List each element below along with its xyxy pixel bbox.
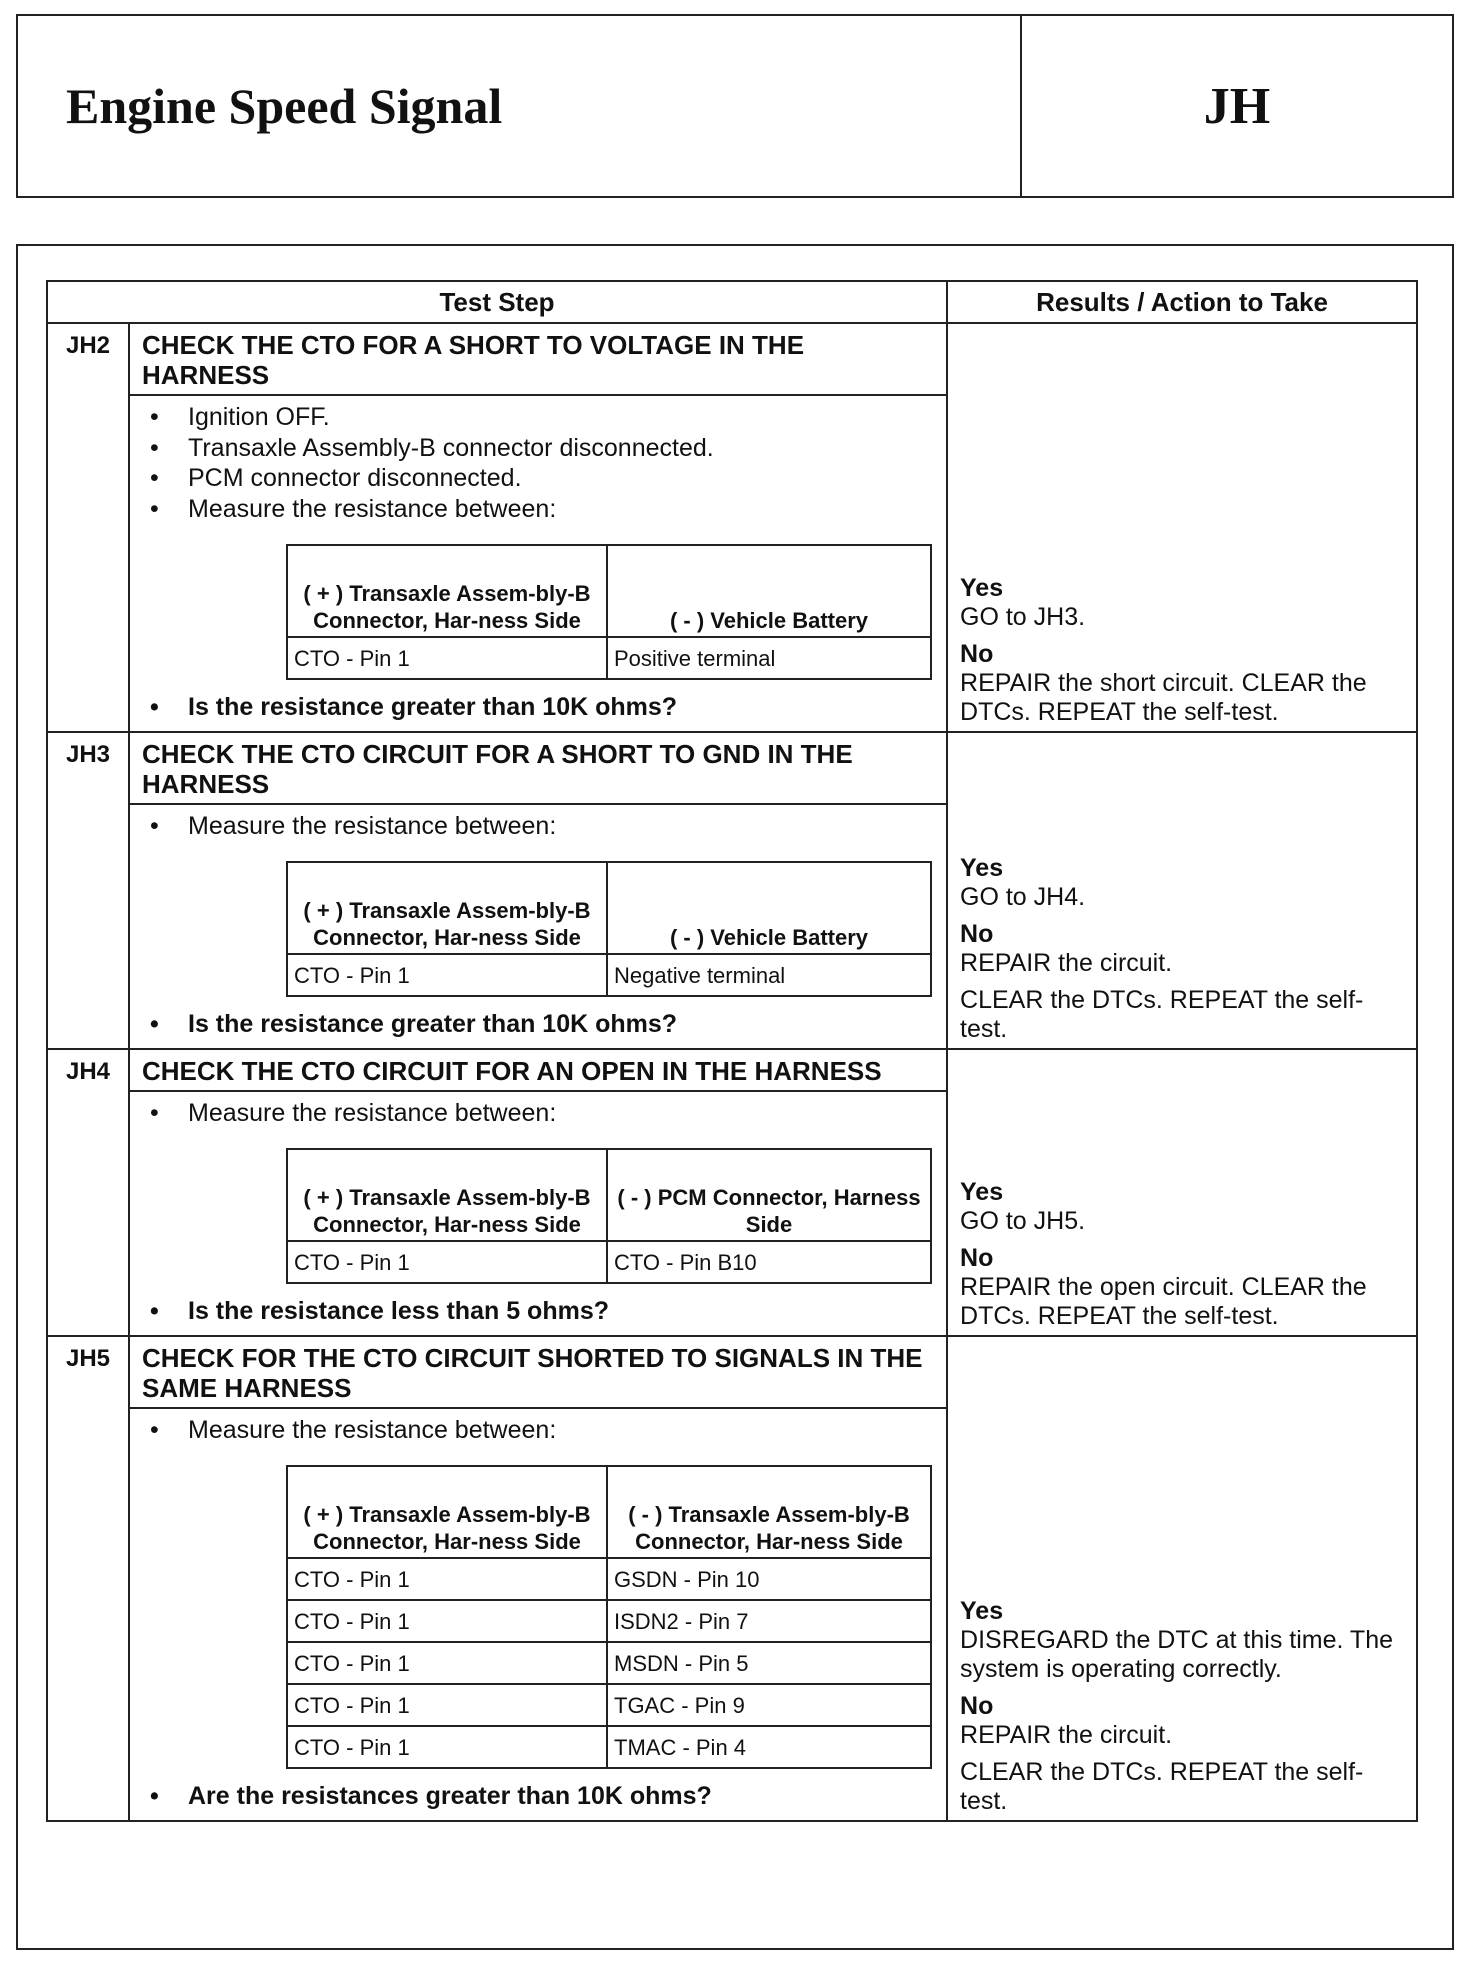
section-code: JH	[1203, 77, 1271, 135]
step-bullet: • Measure the resistance between:	[188, 1098, 946, 1129]
yes-label: Yes	[960, 573, 1004, 602]
step-id: JH5	[47, 1336, 129, 1821]
step-results	[947, 732, 1417, 1049]
step-results	[947, 1049, 1417, 1336]
negative-lead-cell: CTO - Pin B10	[607, 1241, 931, 1283]
negative-lead-cell: TGAC - Pin 9	[607, 1684, 931, 1726]
negative-lead-cell: Negative terminal	[607, 954, 931, 996]
test-step-table	[46, 280, 1418, 1822]
step-bullet: • Measure the resistance between:	[188, 494, 946, 525]
positive-lead-cell: CTO - Pin 1	[287, 1600, 607, 1642]
negative-lead-header: ( - ) Transaxle Assem-bly-B Connector, Har-ness Side	[607, 1466, 931, 1558]
step-title: CHECK FOR THE CTO CIRCUIT SHORTED TO SIGNALS IN THE SAME HARNESS	[129, 1336, 947, 1408]
step-question: • Is the resistance greater than 10K ohms?	[188, 692, 946, 723]
step-bullet: • Transaxle Assembly-B connector disconnected.	[188, 433, 946, 464]
positive-lead-cell: CTO - Pin 1	[287, 1558, 607, 1600]
step-question: • Are the resistances greater than 10K ohms?	[188, 1781, 946, 1812]
positive-lead-cell: CTO - Pin 1	[287, 1642, 607, 1684]
step-results	[947, 1336, 1417, 1821]
step-bullet: • Ignition OFF.	[188, 402, 946, 433]
negative-lead-cell: ISDN2 - Pin 7	[607, 1600, 931, 1642]
no-label: No	[960, 1243, 994, 1272]
positive-lead-cell: CTO - Pin 1	[287, 954, 607, 996]
step-id: JH3	[47, 732, 129, 1049]
negative-lead-header: ( - ) Vehicle Battery	[607, 545, 931, 637]
positive-lead-cell: CTO - Pin 1	[287, 1684, 607, 1726]
positive-lead-header: ( + ) Transaxle Assem-bly-B Connector, Har-ness Side	[287, 545, 607, 637]
measurement-table	[286, 1148, 932, 1284]
step-question: • Is the resistance less than 5 ohms?	[188, 1296, 946, 1327]
step-bullets	[144, 402, 946, 524]
positive-lead-header: ( + ) Transaxle Assem-bly-B Connector, Har-ness Side	[287, 1149, 607, 1241]
positive-lead-cell: CTO - Pin 1	[287, 637, 607, 679]
step-bullet: • PCM connector disconnected.	[188, 463, 946, 494]
negative-lead-cell: MSDN - Pin 5	[607, 1642, 931, 1684]
measurement-table	[286, 1465, 932, 1769]
step-title-row	[47, 1336, 1417, 1408]
positive-lead-header: ( + ) Transaxle Assem-bly-B Connector, Har-ness Side	[287, 862, 607, 954]
step-body	[129, 1091, 947, 1336]
step-body	[129, 395, 947, 732]
negative-lead-cell: GSDN - Pin 10	[607, 1558, 931, 1600]
yes-action: DISREGARD the DTC at this time. The system is operating correctly.	[960, 1625, 1394, 1683]
step-bullets	[144, 1098, 946, 1129]
step-bullets	[144, 1415, 946, 1446]
step-bullets	[144, 811, 946, 842]
no-action: REPAIR the circuit.	[960, 1720, 1173, 1749]
yes-label: Yes	[960, 1596, 1004, 1625]
step-question: • Is the resistance greater than 10K ohms?	[188, 1009, 946, 1040]
yes-action: GO to JH4.	[960, 882, 1086, 911]
step-title: CHECK THE CTO CIRCUIT FOR A SHORT TO GND IN THE HARNESS	[129, 732, 947, 804]
no-action: REPAIR the open circuit. CLEAR the DTCs. REPEAT the self-test.	[960, 1272, 1367, 1330]
negative-lead-cell: Positive terminal	[607, 637, 931, 679]
step-id: JH4	[47, 1049, 129, 1336]
no-action: REPAIR the circuit.	[960, 948, 1173, 977]
no-label: No	[960, 639, 994, 668]
no-action: REPAIR the short circuit. CLEAR the DTCs. REPEAT the self-test.	[960, 668, 1367, 726]
yes-action: GO to JH3.	[960, 602, 1086, 631]
yes-action: GO to JH5.	[960, 1206, 1086, 1235]
positive-lead-cell: CTO - Pin 1	[287, 1241, 607, 1283]
step-body	[129, 1408, 947, 1821]
step-title-row	[47, 323, 1417, 395]
step-title-row	[47, 1049, 1417, 1091]
negative-lead-cell: TMAC - Pin 4	[607, 1726, 931, 1768]
results-header: Results / Action to Take	[947, 281, 1417, 323]
positive-lead-cell: CTO - Pin 1	[287, 1726, 607, 1768]
no-label: No	[960, 1691, 994, 1720]
test-step-header: Test Step	[47, 281, 947, 323]
measurement-table	[286, 544, 932, 680]
page-title: Engine Speed Signal	[18, 16, 1022, 196]
step-title: CHECK THE CTO FOR A SHORT TO VOLTAGE IN THE HARNESS	[129, 323, 947, 395]
step-bullet: • Measure the resistance between:	[188, 1415, 946, 1446]
step-bullet: • Measure the resistance between:	[188, 811, 946, 842]
yes-label: Yes	[960, 1177, 1004, 1206]
step-title: CHECK THE CTO CIRCUIT FOR AN OPEN IN THE HARNESS	[129, 1049, 947, 1091]
negative-lead-header: ( - ) Vehicle Battery	[607, 862, 931, 954]
measurement-table	[286, 861, 932, 997]
page-header	[16, 14, 1454, 198]
step-body	[129, 804, 947, 1049]
no-action-cont: CLEAR the DTCs. REPEAT the self-test.	[960, 985, 1364, 1043]
positive-lead-header: ( + ) Transaxle Assem-bly-B Connector, Har-ness Side	[287, 1466, 607, 1558]
step-results	[947, 323, 1417, 732]
negative-lead-header: ( - ) PCM Connector, Harness Side	[607, 1149, 931, 1241]
yes-label: Yes	[960, 853, 1004, 882]
step-title-row	[47, 732, 1417, 804]
step-id: JH2	[47, 323, 129, 732]
no-label: No	[960, 919, 994, 948]
no-action-cont: CLEAR the DTCs. REPEAT the self-test.	[960, 1757, 1364, 1815]
